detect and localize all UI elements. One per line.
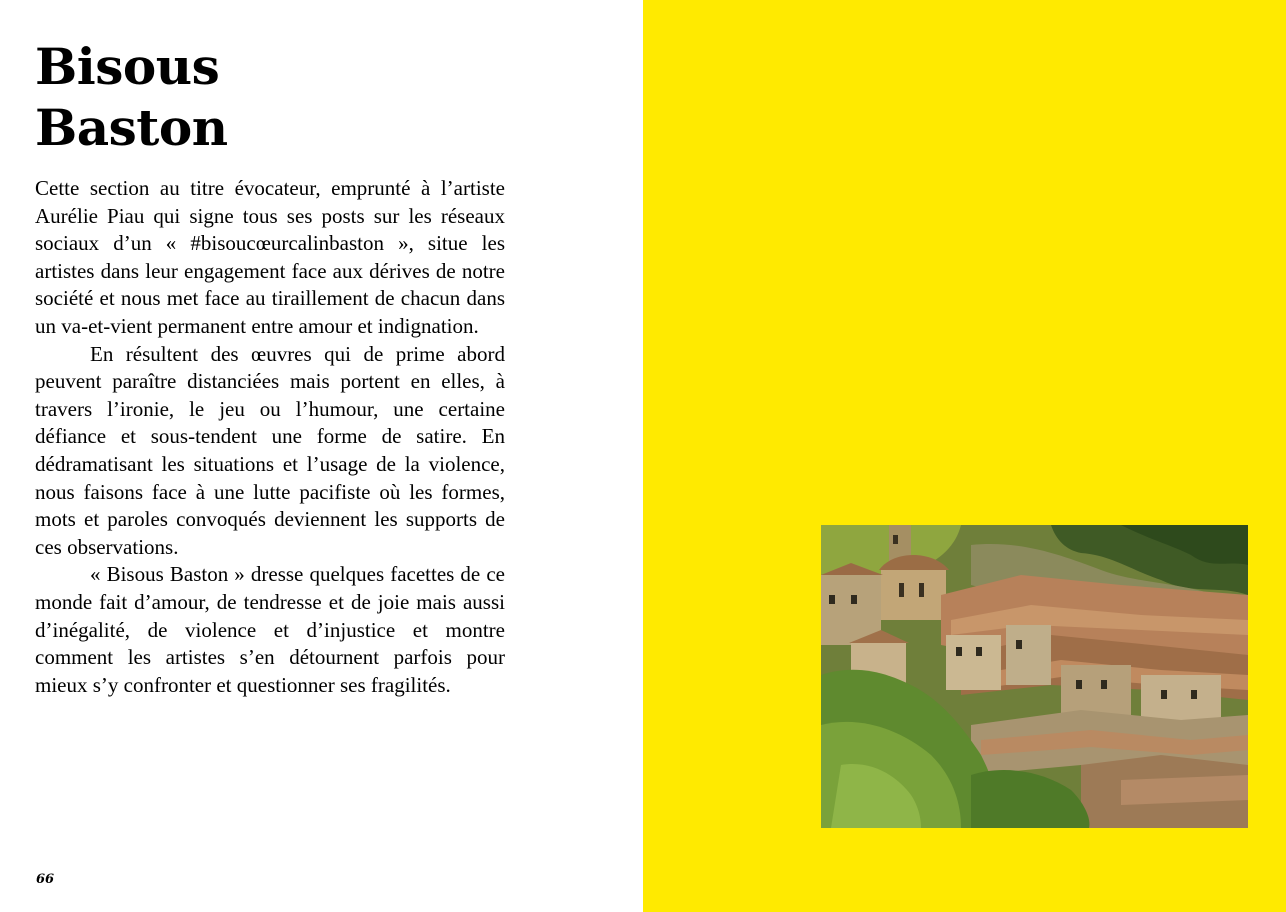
paragraph-2: En résultent des œuvres qui de prime abord peuvent paraître distanciées mais portent en elles, à travers l’ironie, le jeu ou l’humour, une certaine défiance et sous-tendent une forme de satire. En dédramatisant les situations et l’usage de la violence, nous faisons face à une lutte pacifiste où les formes, mots et paroles convoqués deviennent les supports de ces observations. [35,341,505,559]
section-title-line-2: Baston [35,98,228,157]
page-number: 66 [36,872,55,887]
body-text [35,175,505,699]
paragraph-1: Cette section au titre évocateur, emprunté à l’artiste Aurélie Piau qui signe tous ses posts sur les réseaux sociaux d’un « #bisoucœurcalinbaston », situe les artistes dans leur engagement face aux dérives de notre société et nous met face au tiraillement de chacun dans un va-et-vient permanent entre amour et indignation. [35,176,505,338]
section-title [35,36,228,158]
village-photo [821,525,1248,828]
section-title-line-1: Bisous [35,37,220,96]
paragraph-3: « Bisous Baston » dresse quelques facettes de ce monde fait d’amour, de tendresse et de joie mais aussi d’inégalité, de violence et d’injustice et montre comment les artistes s’en détournent parfois pour mieux s’y confronter et questionner ses fragilités. [35,562,505,697]
